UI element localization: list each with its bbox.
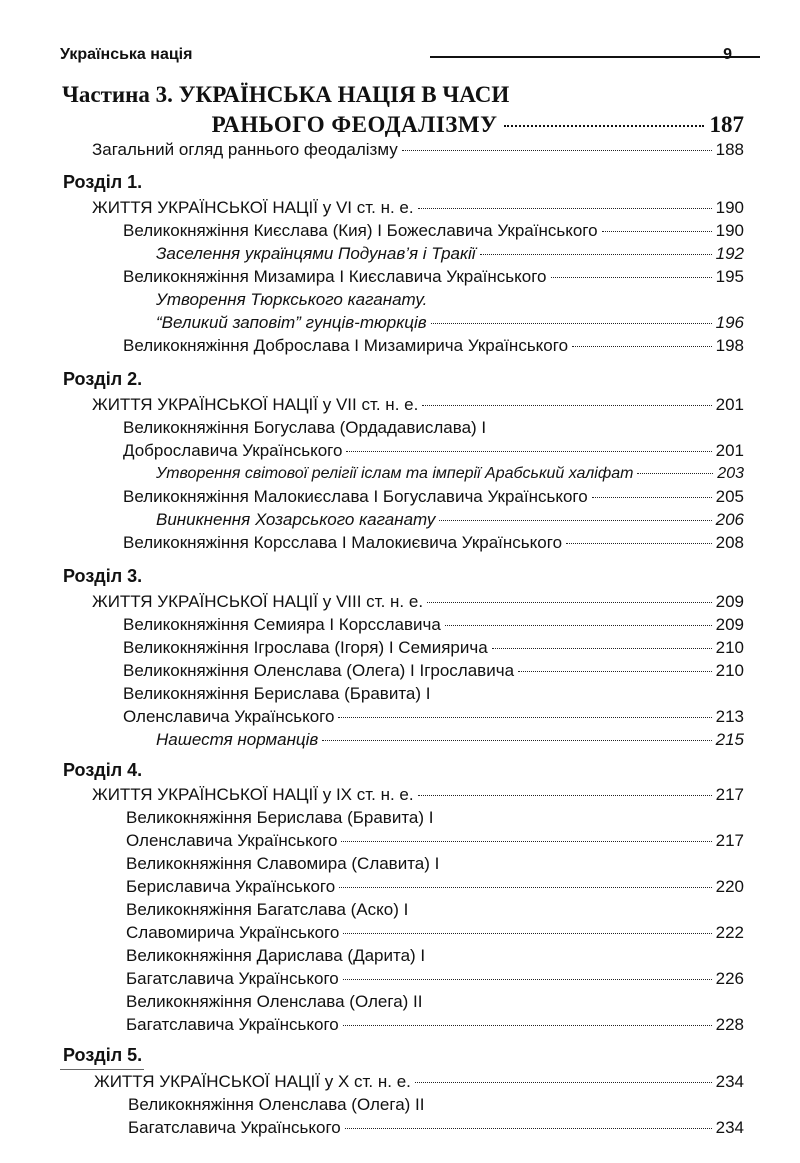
entry-page: 192 [715, 244, 744, 263]
toc-entry[interactable] [123, 266, 744, 288]
part-title-line-2 [62, 112, 744, 138]
dot-leader [402, 150, 712, 151]
entry-label: ЖИТТЯ УКРАЇНСЬКОЇ НАЦІЇ у VII ст. н. е. [92, 395, 419, 414]
toc-entry[interactable] [123, 417, 744, 439]
running-header [60, 46, 740, 68]
entry-label: ЖИТТЯ УКРАЇНСЬКОЇ НАЦІЇ у X ст. н. е. [94, 1072, 411, 1091]
dot-leader [572, 346, 712, 347]
entry-label: Оленславича Українського [126, 831, 338, 850]
dot-leader [518, 671, 712, 672]
entry-page: 190 [715, 198, 744, 217]
entry-page: 217 [715, 831, 744, 850]
entry-page: 209 [715, 592, 744, 611]
entry-label: Загальний огляд раннього феодалізму [92, 140, 398, 159]
chapter-3-heading: Розділ 3. [63, 566, 143, 586]
dot-leader [339, 887, 711, 888]
entry-label: Оленславича Українського [123, 707, 335, 726]
toc-entry[interactable] [156, 729, 744, 751]
entry-page: 196 [715, 313, 744, 332]
dot-leader [566, 543, 712, 544]
toc-entry[interactable] [123, 637, 744, 659]
toc-entry[interactable] [92, 197, 744, 219]
entry-label: Доброславича Українського [123, 441, 343, 460]
entry-label: Великокняжіння Мизамира І Києславича Українського [123, 267, 547, 286]
chapter-1-heading: Розділ 1. [63, 172, 143, 192]
entry-label: Нашестя норманців [156, 730, 319, 749]
toc-entry[interactable] [156, 312, 744, 334]
entry-page: 234 [715, 1118, 744, 1137]
entry-page: 222 [715, 923, 744, 942]
dot-leader [343, 1025, 712, 1026]
chapter-5-heading: Розділ 5. [63, 1045, 143, 1065]
entry-label: Утворення світової релігії іслам та імперії Арабський халіфат [156, 465, 634, 482]
entry-label: Багатславича Українського [126, 1015, 339, 1034]
toc-entry[interactable] [92, 394, 744, 416]
part-page: 187 [709, 112, 744, 137]
entry-label: Великокняжіння Києслава (Кия) І Божеславича Українського [123, 221, 598, 240]
toc-entry[interactable] [126, 830, 744, 852]
entry-page: 215 [715, 730, 744, 749]
entry-label: Великокняжіння Багатслава (Аско) І [126, 900, 409, 919]
header-rule [430, 56, 760, 58]
toc-entry-overview[interactable] [92, 139, 744, 161]
entry-label: Великокняжіння Богуслава (Ордадавислава) І [123, 418, 487, 437]
dot-leader [341, 841, 711, 842]
toc-entry[interactable] [123, 706, 744, 728]
toc-entry[interactable] [126, 968, 744, 990]
header-title: Українська нація [60, 46, 193, 63]
dot-leader [551, 277, 712, 278]
dot-leader [504, 125, 704, 127]
dot-leader [427, 602, 712, 603]
entry-label: Великокняжіння Доброслава І Мизамирича Українського [123, 336, 569, 355]
entry-page: 205 [715, 487, 744, 506]
entry-page: 201 [715, 395, 744, 414]
toc-entry[interactable] [92, 591, 744, 613]
entry-label: Великокняжіння Берислава (Бравита) І [123, 684, 431, 703]
entry-label: “Великий заповіт” гунців-тюркців [156, 313, 427, 332]
entry-page: 208 [715, 533, 744, 552]
entry-page: 210 [715, 638, 744, 657]
toc-entry[interactable] [126, 1014, 744, 1036]
toc-entry[interactable] [126, 807, 744, 829]
dot-leader [345, 1128, 712, 1129]
entry-page: 228 [715, 1015, 744, 1034]
dot-leader [431, 323, 712, 324]
dot-leader [415, 1082, 712, 1083]
entry-page: 217 [715, 785, 744, 804]
header-page-number: 9 [723, 46, 732, 63]
entry-label: Великокняжіння Оленслава (Олега) І Ігрославича [123, 661, 515, 680]
dot-leader [338, 717, 711, 718]
entry-page: 209 [715, 615, 744, 634]
entry-label: Великокняжіння Оленслава (Олега) ІІ [128, 1095, 425, 1114]
entry-page: 210 [715, 661, 744, 680]
entry-page: 206 [715, 510, 744, 529]
toc-entry[interactable] [123, 220, 744, 242]
entry-label: Багатславича Українського [128, 1118, 341, 1137]
entry-label: Великокняжіння Славомира (Славита) І [126, 854, 440, 873]
entry-label: Утворення Тюркського каганату. [156, 290, 428, 309]
toc-entry[interactable] [123, 486, 744, 508]
entry-label: Великокняжіння Берислава (Бравита) І [126, 808, 434, 827]
entry-page: 198 [715, 336, 744, 355]
part-title-text: РАНЬОГО ФЕОДАЛІЗМУ [211, 112, 498, 137]
entry-page: 220 [715, 877, 744, 896]
toc-entry[interactable] [126, 876, 744, 898]
toc-entry[interactable] [156, 509, 744, 531]
part-title-line-1: Частина 3. УКРАЇНСЬКА НАЦІЯ В ЧАСИ [62, 82, 510, 107]
toc-entry[interactable] [128, 1094, 744, 1116]
entry-label: Великокняжіння Дарислава (Дарита) І [126, 946, 426, 965]
entry-page: 195 [715, 267, 744, 286]
entry-label: ЖИТТЯ УКРАЇНСЬКОЇ НАЦІЇ у VI ст. н. е. [92, 198, 414, 217]
entry-label: Заселення українцями Подунав’я і Тракії [156, 244, 476, 263]
entry-label: Багатславича Українського [126, 969, 339, 988]
toc-entry[interactable] [123, 532, 744, 554]
entry-label: Великокняжіння Семияра І Корсславича [123, 615, 441, 634]
dot-leader [322, 740, 711, 741]
entry-page: 213 [715, 707, 744, 726]
entry-page: 190 [715, 221, 744, 240]
section-rule [60, 1069, 144, 1070]
entry-label: Виникнення Хозарського каганату [156, 510, 436, 529]
toc-entry[interactable] [126, 922, 744, 944]
dot-leader [445, 625, 712, 626]
toc-entry[interactable] [123, 440, 744, 462]
toc-entry[interactable] [126, 853, 744, 875]
toc-entry[interactable] [123, 683, 744, 705]
toc-entry[interactable] [123, 335, 744, 357]
dot-leader [346, 451, 711, 452]
dot-leader [592, 497, 712, 498]
dot-leader [492, 648, 712, 649]
entry-label: Великокняжіння Корсслава І Малокиєвича Українського [123, 533, 563, 552]
dot-leader [418, 208, 712, 209]
dot-leader [422, 405, 711, 406]
toc-entry[interactable] [126, 899, 744, 921]
entry-label: Великокняжіння Оленслава (Олега) ІІ [126, 992, 423, 1011]
toc-entry[interactable] [92, 784, 744, 806]
entry-label: ЖИТТЯ УКРАЇНСЬКОЇ НАЦІЇ у VIII ст. н. е. [92, 592, 424, 611]
chapter-2-heading: Розділ 2. [63, 369, 143, 389]
entry-label: Великокняжіння Малокиєслава І Богуславича Українського [123, 487, 588, 506]
chapter-4-heading: Розділ 4. [63, 760, 143, 780]
dot-leader [418, 795, 712, 796]
entry-label: Славомирича Українського [126, 923, 340, 942]
dot-leader [637, 473, 713, 474]
toc-entry[interactable] [126, 945, 744, 967]
dot-leader [343, 933, 711, 934]
entry-page: 203 [717, 465, 744, 482]
toc-entry[interactable] [123, 614, 744, 636]
dot-leader [602, 231, 712, 232]
entry-page: 234 [715, 1072, 744, 1091]
dot-leader [343, 979, 712, 980]
entry-label: ЖИТТЯ УКРАЇНСЬКОЇ НАЦІЇ у IX ст. н. е. [92, 785, 414, 804]
dot-leader [439, 520, 711, 521]
toc-entry[interactable] [156, 463, 744, 485]
entry-page: 201 [715, 441, 744, 460]
dot-leader [480, 254, 712, 255]
toc-entry[interactable] [94, 1071, 744, 1093]
toc-entry[interactable] [128, 1117, 744, 1139]
entry-page: 188 [715, 140, 744, 159]
toc-entry[interactable] [156, 243, 744, 265]
toc-entry[interactable] [126, 991, 744, 1013]
toc-entry[interactable] [123, 660, 744, 682]
entry-page: 226 [715, 969, 744, 988]
entry-label: Бериславича Українського [126, 877, 336, 896]
toc-entry[interactable] [156, 289, 744, 311]
entry-label: Великокняжіння Ігрослава (Ігоря) І Семияричa [123, 638, 488, 657]
